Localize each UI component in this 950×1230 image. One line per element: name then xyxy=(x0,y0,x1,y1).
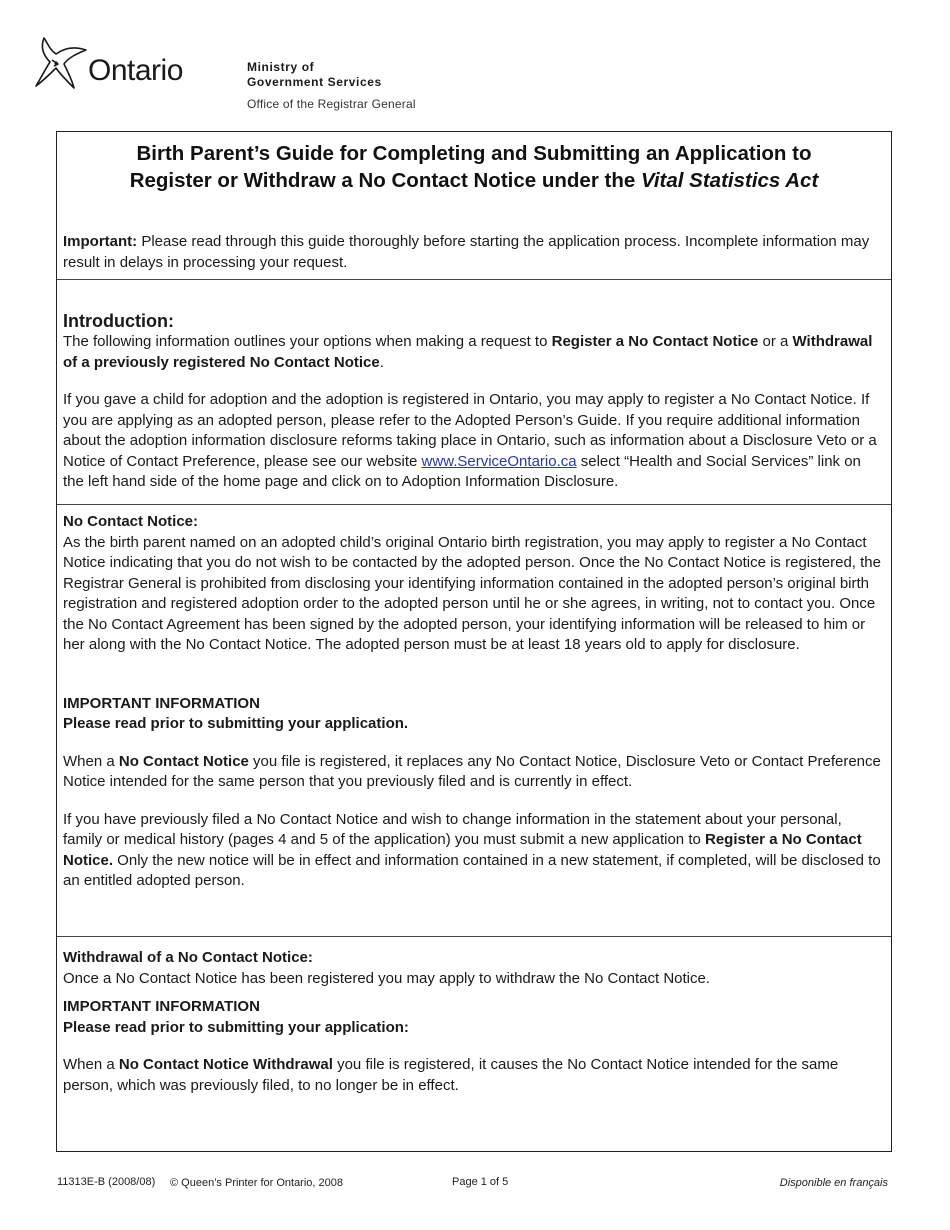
withdrawal-info-subheading: Please read prior to submitting your application: xyxy=(63,1018,409,1036)
page-header xyxy=(0,0,950,130)
ontario-logo xyxy=(34,36,204,96)
serviceontario-link[interactable]: www.ServiceOntario.ca xyxy=(421,452,577,470)
office-name: Office of the Registrar General xyxy=(247,97,416,111)
title-act-name: Vital Statistics Act xyxy=(640,169,819,192)
introduction-paragraph1: The following information outlines your options when making a request to Register a No Contact Notice or a Withdrawal of a previously registered No Contact Notice. xyxy=(63,333,873,371)
title-line2-text: Register or Withdraw a No Contact Notice under the xyxy=(129,169,641,192)
important-label: Important: xyxy=(63,233,138,250)
introduction-paragraph2: If you gave a child for adoption and the adoption is registered in Ontario, you may apply to register a No Contact Notice. If you are applying as an adopted person, please refer to the Adopted Person’s Guide. If you require additional information about the adoption information disclosure reforms taking place in Ontario, such as information about a Disclosure Veto or a Notice of Contact Preference, please see our website www.ServiceOntario.ca select “Health and Social Services” link on the left hand side of the home page and click on to Adoption Information Disclosure. xyxy=(63,391,877,490)
guide-frame xyxy=(56,131,892,1152)
no-contact-heading: No Contact Notice: xyxy=(63,513,198,530)
no-contact-section xyxy=(57,512,891,892)
no-contact-info-paragraph1: When a No Contact Notice you file is registered, it replaces any No Contact Notice, Disclosure Veto or Contact Preference Notice intended for the same person that you previously filed and is currently in effect. xyxy=(63,752,881,790)
withdrawal-info-paragraph: When a No Contact Notice Withdrawal you file is registered, it causes the No Contact Notice intended for the same person, which was previously filed, to no longer be in effect. xyxy=(63,1056,839,1094)
no-contact-body: As the birth parent named on an adopted child’s original Ontario birth registration, you may apply to register a No Contact Notice indicating that you do not wish to be contacted by the adopted person. Once the No Contact Notice is registered, the Registrar General is prohibited from disclosing your identifying information contained in the adopted person’s original birth registration and registered adoption order to the adopted person until he or she agrees, in writing, not to contact you. Once the No Contact Agreement has been signed by the adopted person, your identifying information will be released to him or her along with the No Contact Notice. The adopted person must be at least 18 years old to apply for disclosure. xyxy=(63,533,881,653)
important-notice xyxy=(57,232,891,273)
no-contact-info-paragraph2: If you have previously filed a No Contact Notice and wish to change information in the statement about your personal, family or medical history (pages 4 and 5 of the application) you must submit a new application to Register a No Contact Notice. Only the new notice will be in effect and information contained in a new statement, if completed, will be disclosed to an entitled adopted person. xyxy=(63,810,881,889)
important-info-subheading: Please read prior to submitting your application. xyxy=(63,715,409,732)
title-line2 xyxy=(57,167,891,194)
copyright: © Queen’s Printer for Ontario, 2008 xyxy=(170,1177,343,1189)
page-number: Page 1 of 5 xyxy=(452,1176,509,1188)
withdrawal-section xyxy=(57,948,891,1096)
trillium-icon xyxy=(34,36,94,92)
form-id: 11313E-B (2008/08) xyxy=(57,1176,156,1188)
ministry-block xyxy=(247,60,416,112)
title-line1: Birth Parent’s Guide for Completing and Submitting an Application to xyxy=(136,142,812,165)
introduction-section xyxy=(57,310,891,493)
section-divider xyxy=(57,504,891,505)
withdrawal-heading: Withdrawal of a No Contact Notice: xyxy=(63,949,313,966)
withdrawal-body: Once a No Contact Notice has been registered you may apply to withdraw the No Contact Notice. xyxy=(63,969,710,987)
introduction-heading: Introduction: xyxy=(63,311,174,331)
section-divider xyxy=(57,279,891,280)
ministry-line1: Ministry of xyxy=(247,60,315,74)
important-info-heading: IMPORTANT INFORMATION xyxy=(63,694,260,712)
section-divider xyxy=(57,936,891,937)
important-text: Please read through this guide thoroughly before starting the application process. Incomplete information may result in delays in processing your request. xyxy=(63,233,870,271)
ministry-line2: Government Services xyxy=(247,75,382,89)
french-availability: Disponible en français xyxy=(779,1177,888,1189)
page-title xyxy=(57,140,891,194)
logo-wordmark: Ontario xyxy=(88,54,183,87)
withdrawal-info-heading: IMPORTANT INFORMATION xyxy=(63,998,260,1015)
